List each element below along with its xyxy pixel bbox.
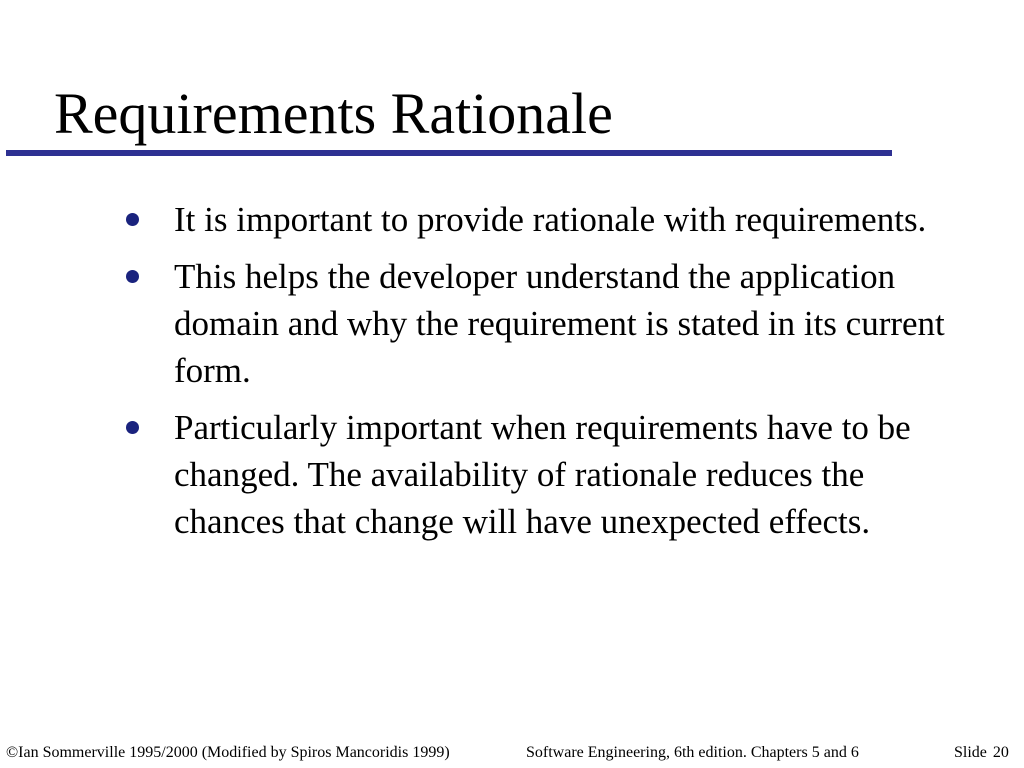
- slide-title: Requirements Rationale: [54, 81, 613, 146]
- title-underline: [6, 150, 892, 156]
- bullet-dot-icon: [126, 421, 139, 434]
- bullet-item: [120, 404, 980, 545]
- bullet-item: [120, 196, 980, 243]
- bullet-text: It is important to provide rationale with requirements.: [174, 200, 927, 239]
- bullet-list: [120, 196, 980, 555]
- footer-slide-number: [954, 744, 1009, 762]
- slide-label: Slide: [954, 744, 987, 761]
- bullet-item: [120, 253, 980, 394]
- bullet-dot-icon: [126, 270, 139, 283]
- footer-copyright: ©Ian Sommerville 1995/2000 (Modified by Spiros Mancoridis 1999): [6, 744, 450, 761]
- slide-number: 20: [992, 744, 1009, 761]
- bullet-text: This helps the developer understand the application domain and why the requirement is stated in its current form.: [174, 257, 945, 390]
- bullet-text: Particularly important when requirements have to be changed. The availability of rationale reduces the chances that change will have unexpected effects.: [174, 408, 911, 541]
- bullet-dot-icon: [126, 213, 139, 226]
- footer-book-title: Software Engineering, 6th edition. Chapters 5 and 6: [526, 744, 859, 761]
